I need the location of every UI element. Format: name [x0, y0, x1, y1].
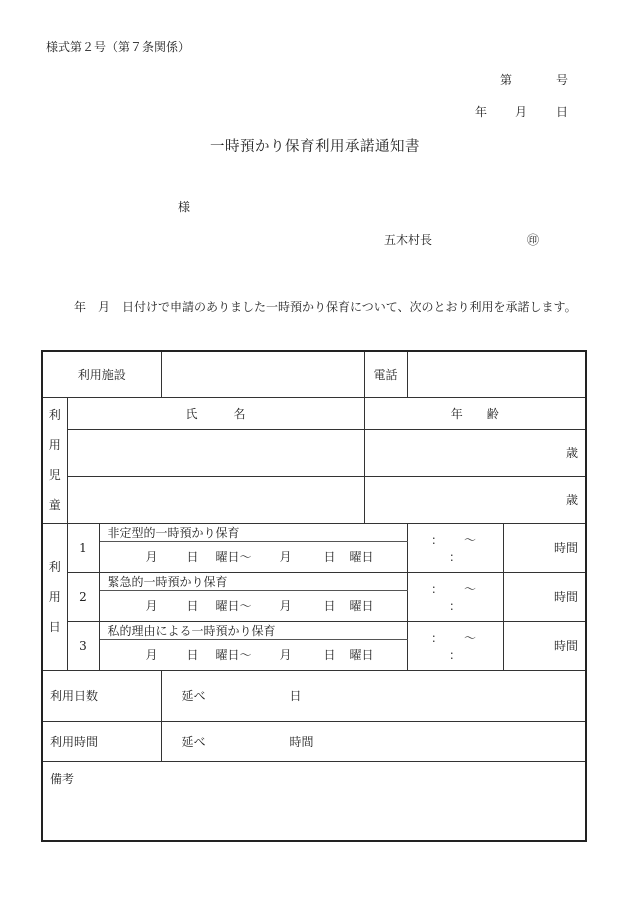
time-tilde: ～ — [464, 630, 477, 645]
hours-unit: 時間 — [554, 590, 579, 604]
child-age-field[interactable] — [364, 429, 586, 476]
total-days-prefix: 延べ — [181, 689, 206, 703]
child-header-row — [42, 397, 586, 429]
time-colon: ： — [431, 581, 444, 596]
date-range-field[interactable] — [99, 590, 407, 621]
remarks-row — [42, 761, 586, 841]
day-number: 3 — [67, 621, 99, 670]
weekday-from-label: 曜日～ — [215, 599, 252, 613]
use-day-label-char: 利 — [48, 559, 61, 574]
date-month: 月 — [515, 105, 528, 119]
child-label-char: 童 — [48, 498, 61, 512]
date-year: 年 — [475, 105, 488, 119]
total-days-row — [42, 670, 586, 721]
use-day-label-char: 用 — [48, 589, 61, 604]
day-number: 1 — [67, 523, 99, 572]
phone-field[interactable] — [407, 351, 586, 397]
day-label: 日 — [186, 550, 199, 564]
time-tilde: ～ — [464, 532, 477, 547]
total-hours-prefix: 延べ — [181, 734, 206, 749]
month-label: 月 — [279, 550, 292, 564]
day-label: 日 — [323, 648, 336, 662]
hours-field[interactable] — [503, 621, 586, 670]
weekday-from-label: 曜日～ — [215, 648, 252, 662]
age-header: 年 齢 — [364, 397, 586, 429]
approval-table — [41, 350, 587, 842]
hours-unit: 時間 — [554, 541, 579, 555]
weekday-label: 曜日 — [349, 550, 374, 564]
day-kind-label: 私的理由による一時預かり保育 — [99, 621, 407, 639]
child-label-char: 児 — [48, 468, 61, 482]
time-colon: ： — [431, 532, 444, 547]
month-label: 月 — [279, 648, 292, 662]
document-number-prefix: 第 — [500, 73, 513, 87]
time-colon: ： — [449, 549, 462, 564]
date-range-field[interactable] — [99, 541, 407, 572]
time-colon: ： — [449, 647, 462, 662]
total-hours-label: 利用時間 — [42, 721, 161, 761]
issuer-name: 五木村長 — [384, 233, 433, 247]
child-label-char: 利 — [48, 408, 61, 422]
total-hours-field[interactable] — [161, 721, 586, 761]
total-days-label: 利用日数 — [42, 670, 161, 721]
time-range-field[interactable] — [407, 572, 503, 621]
day-label: 日 — [186, 599, 199, 613]
use-day-kind-row — [42, 621, 586, 639]
time-range-field[interactable] — [407, 523, 503, 572]
day-label: 日 — [186, 648, 199, 662]
total-hours-row — [42, 721, 586, 761]
total-days-field[interactable] — [161, 670, 586, 721]
child-label — [42, 397, 67, 523]
time-tilde: ～ — [464, 581, 477, 596]
date-range-field[interactable] — [99, 639, 407, 670]
weekday-from-label: 曜日～ — [215, 550, 252, 564]
child-label-char: 用 — [48, 438, 61, 452]
age-unit: 歳 — [566, 493, 579, 507]
child-name-field[interactable] — [67, 429, 364, 476]
facility-label: 利用施設 — [42, 351, 161, 397]
hours-unit: 時間 — [554, 639, 579, 653]
child-name-field[interactable] — [67, 476, 364, 523]
total-days-unit: 日 — [289, 689, 302, 703]
hours-field[interactable] — [503, 572, 586, 621]
seal-mark: ㊞ — [527, 233, 540, 247]
phone-label: 電話 — [364, 351, 407, 397]
facility-row — [42, 351, 586, 397]
use-day-kind-row — [42, 572, 586, 590]
time-colon: ： — [431, 630, 444, 645]
day-label: 日 — [323, 599, 336, 613]
remarks-field[interactable] — [42, 761, 586, 841]
day-number: 2 — [67, 572, 99, 621]
use-day-label-char: 日 — [48, 619, 61, 634]
child-age-field[interactable] — [364, 476, 586, 523]
weekday-label: 曜日 — [349, 599, 374, 613]
use-day-label — [42, 523, 67, 670]
document-title: 一時預かり保育利用承諾通知書 — [210, 139, 420, 155]
child-row — [42, 476, 586, 523]
use-day-kind-row — [42, 523, 586, 541]
remarks-label: 備考 — [50, 771, 75, 786]
month-label: 月 — [145, 648, 158, 662]
age-unit: 歳 — [566, 446, 579, 460]
month-label: 月 — [279, 599, 292, 613]
date-day: 日 — [556, 105, 569, 119]
weekday-label: 曜日 — [349, 648, 374, 662]
day-kind-label: 緊急的一時預かり保育 — [99, 572, 407, 590]
addressee-suffix: 様 — [178, 200, 191, 214]
hours-field[interactable] — [503, 523, 586, 572]
day-label: 日 — [323, 550, 336, 564]
time-colon: ： — [449, 598, 462, 613]
child-row — [42, 429, 586, 476]
form-number: 様式第２号（第７条関係） — [46, 40, 191, 54]
time-range-field[interactable] — [407, 621, 503, 670]
facility-field[interactable] — [161, 351, 364, 397]
day-kind-label: 非定型的一時預かり保育 — [99, 523, 407, 541]
name-header: 氏 名 — [67, 397, 364, 429]
total-hours-unit: 時間 — [289, 734, 314, 749]
body-text: 年 月 日付けで申請のありました一時預かり保育について、次のとおり利用を承諾します。 — [74, 300, 577, 314]
month-label: 月 — [145, 550, 158, 564]
month-label: 月 — [145, 599, 158, 613]
document-number-suffix: 号 — [556, 73, 569, 87]
